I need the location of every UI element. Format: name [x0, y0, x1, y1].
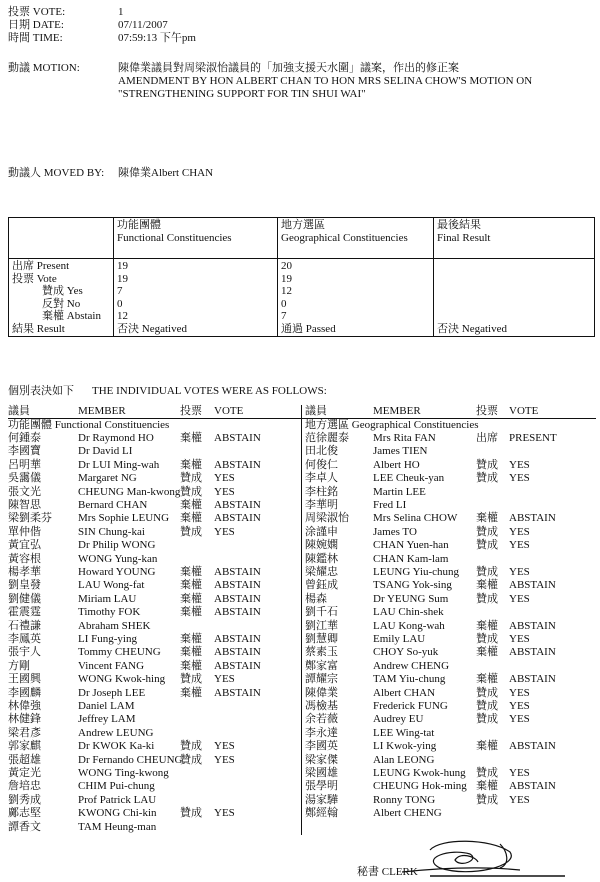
vote-en: ABSTAIN: [214, 458, 261, 471]
member-name-en: TAM Heung-man: [78, 820, 157, 833]
member-name-zh: 楊孝華: [8, 566, 41, 578]
vote-en: PRESENT: [509, 432, 557, 444]
member-name-zh: 石禮謙: [8, 619, 41, 632]
member-name-en: KWONG Chi-kin: [78, 807, 157, 820]
member-name-zh: 涂謹申: [305, 525, 338, 538]
member-name-zh: 譚香文: [8, 820, 41, 833]
fc-header: [114, 218, 278, 259]
member-name-zh: 劉慧卿: [305, 633, 338, 645]
vote-zh: 贊成: [180, 807, 202, 820]
member-name-en: TSANG Yok-sing: [373, 579, 452, 592]
member-name-zh: 何俊仁: [305, 458, 338, 471]
member-name-en: Albert CHENG: [373, 807, 442, 820]
vote-zh: 出席: [476, 432, 498, 444]
member-name-zh: 田北俊: [305, 445, 338, 458]
member-name-zh: 陳婉嫻: [305, 539, 338, 552]
vote-zh: 棄權: [180, 512, 202, 525]
vote-zh: 贊成: [476, 686, 498, 699]
member-name-en: Albert CHAN: [373, 686, 436, 699]
vote-en: YES: [214, 807, 235, 820]
vote-zh: 棄權: [180, 592, 202, 605]
gc-no: 0: [281, 297, 287, 310]
vote-zh: 棄權: [180, 686, 202, 699]
fc-vote: 19: [117, 272, 128, 285]
member-name-en: CHIM Pui-chung: [78, 780, 155, 793]
vote-zh: 贊成: [476, 700, 498, 712]
member-name-zh: 黃定光: [8, 767, 41, 779]
vote-en: ABSTAIN: [509, 512, 556, 525]
vote-number-value: 1: [118, 6, 124, 18]
member-name-en: LAU Kong-wah: [373, 619, 445, 632]
member-name-zh: 曾鈺成: [305, 579, 338, 592]
gc-vote: 19: [281, 272, 292, 285]
member-name-en: Martin LEE: [373, 485, 426, 498]
label-result: 結果 Result: [12, 322, 65, 335]
column-divider: [301, 405, 302, 835]
vote-zh: 棄權: [180, 659, 202, 672]
vote-zh: 贊成: [476, 472, 498, 485]
vote-en: ABSTAIN: [214, 499, 261, 511]
gc-header-en: Geographical Constituencies: [281, 231, 408, 244]
vote-zh: 贊成: [476, 566, 498, 578]
member-name-zh: 黃宜弘: [8, 539, 41, 552]
vote-en: ABSTAIN: [214, 432, 261, 444]
vote-en: ABSTAIN: [509, 646, 556, 659]
moved-by-label: 動議人 MOVED BY:: [8, 167, 105, 179]
gc-header: [278, 218, 434, 259]
member-name-en: Frederick FUNG: [373, 700, 448, 712]
member-name-en: Ronny TONG: [373, 793, 436, 806]
vote-en: YES: [214, 740, 235, 753]
vote-zh: 贊成: [180, 753, 202, 766]
vote-zh: 棄權: [180, 633, 202, 645]
member-name-zh: 范徐麗泰: [305, 432, 349, 444]
gc-abstain: 7: [281, 310, 287, 322]
vote-en: ABSTAIN: [509, 673, 556, 686]
member-name-en: Andrew LEUNG: [78, 726, 154, 739]
final-header: [434, 218, 595, 259]
label-vote: 投票 Vote: [12, 272, 57, 285]
member-name-zh: 李柱銘: [305, 485, 338, 498]
vote-zh: 棄權: [476, 579, 498, 592]
member-name-en: LAU Wong-fat: [78, 579, 145, 592]
gc-col-vote-zh: 投票: [476, 405, 498, 417]
clerk-signature: [400, 838, 570, 882]
member-name-en: WONG Ting-kwong: [78, 767, 169, 779]
motion-title-en-line1: AMENDMENT BY HON ALBERT CHAN TO HON MRS SELINA CHOW'S MOTION ON: [118, 75, 533, 87]
member-name-zh: 周梁淑怡: [305, 512, 349, 525]
member-name-zh: 李國麟: [8, 686, 41, 699]
member-name-en: Albert HO: [373, 458, 420, 471]
summary-header-row: [9, 218, 595, 259]
vote-en: YES: [214, 472, 235, 485]
gc-col-vote-en: VOTE: [509, 405, 539, 417]
vote-en: ABSTAIN: [214, 592, 261, 605]
vote-en: ABSTAIN: [509, 780, 556, 793]
member-name-en: CHAN Kam-lam: [373, 552, 449, 565]
vote-en: YES: [214, 673, 235, 686]
member-name-en: Dr Fernando CHEUNG: [78, 753, 183, 766]
member-name-en: Andrew CHENG: [373, 659, 450, 672]
member-name-zh: 劉皇發: [8, 579, 41, 592]
member-name-zh: 劉秀成: [8, 793, 41, 806]
member-name-en: Dr Raymond HO: [78, 432, 154, 444]
member-name-zh: 李卓人: [305, 472, 338, 485]
member-name-zh: 鄭家富: [305, 659, 338, 672]
motion-label: 動議 MOTION:: [8, 62, 80, 74]
motion-title-zh: 陳偉業議員對周梁淑怡議員的「加強支援天水圍」議案，作出的修正案: [118, 62, 459, 74]
vote-en: ABSTAIN: [214, 633, 261, 645]
member-name-en: Dr Joseph LEE: [78, 686, 146, 699]
member-name-en: WONG Kwok-hing: [78, 673, 166, 686]
vote-en: ABSTAIN: [214, 659, 261, 672]
vote-en: YES: [509, 767, 530, 779]
vote-en: YES: [509, 700, 530, 712]
member-name-en: Mrs Selina CHOW: [373, 512, 458, 525]
vote-en: ABSTAIN: [214, 686, 261, 699]
vote-summary-table: [8, 217, 595, 337]
member-name-en: WONG Yung-kan: [78, 552, 158, 565]
vote-zh: 贊成: [180, 525, 202, 538]
member-name-en: Daniel LAM: [78, 700, 135, 712]
member-name-zh: 蔡素玉: [305, 646, 338, 659]
member-name-en: LEE Wing-tat: [373, 726, 435, 739]
fc-yes: 7: [117, 285, 123, 297]
moved-by-value: 陳偉業Albert CHAN: [118, 167, 214, 179]
member-name-en: Miriam LAU: [78, 592, 137, 605]
vote-zh: 贊成: [476, 592, 498, 605]
member-name-zh: 馮檢基: [305, 700, 338, 712]
member-name-zh: 張文光: [8, 485, 41, 498]
vote-zh: 棄權: [180, 606, 202, 619]
vote-zh: 贊成: [476, 793, 498, 806]
vote-zh: 棄權: [476, 740, 498, 753]
member-name-zh: 王國興: [8, 673, 41, 686]
member-name-en: Dr KWOK Ka-ki: [78, 740, 155, 753]
summary-row-labels: [9, 259, 114, 337]
vote-en: YES: [509, 472, 530, 485]
date-value: 07/11/2007: [118, 19, 168, 31]
member-name-zh: 李國英: [305, 740, 338, 753]
member-name-zh: 黃容根: [8, 552, 41, 565]
vote-en: YES: [509, 566, 530, 578]
vote-zh: 棄權: [476, 619, 498, 632]
vote-en: YES: [509, 686, 530, 699]
label-no: 反對 No: [42, 297, 81, 310]
vote-en: YES: [214, 753, 235, 766]
label-present: 出席 Present: [12, 260, 70, 272]
fc-section-heading: 功能團體 Functional Constituencies: [8, 419, 170, 431]
individual-title-zh: 個別表決如下: [8, 385, 74, 397]
member-name-en: Mrs Sophie LEUNG: [78, 512, 170, 525]
member-name-en: Dr YEUNG Sum: [373, 592, 449, 605]
vote-zh: 贊成: [476, 539, 498, 552]
vote-zh: 贊成: [180, 472, 202, 485]
vote-zh: 棄權: [180, 646, 202, 659]
final-header-en: Final Result: [437, 231, 491, 244]
gc-values: [278, 259, 434, 337]
clerk-label: 秘書 CLERK: [357, 866, 418, 878]
gc-section-heading: 地方選區 Geographical Constituencies: [305, 419, 479, 431]
member-name-zh: 李國寶: [8, 445, 41, 458]
gc-col-member-zh: 議員: [305, 405, 327, 417]
vote-zh: 棄權: [180, 566, 202, 578]
vote-en: ABSTAIN: [509, 579, 556, 592]
vote-en: YES: [214, 485, 235, 498]
vote-en: ABSTAIN: [509, 740, 556, 753]
member-name-zh: 郭家麒: [8, 740, 41, 753]
vote-zh: 贊成: [180, 673, 202, 686]
member-name-zh: 陳智思: [8, 499, 41, 511]
member-name-en: Dr LUI Ming-wah: [78, 458, 160, 471]
member-name-zh: 李鳳英: [8, 633, 41, 645]
member-name-zh: 單仲偕: [8, 525, 41, 538]
fc-values: [114, 259, 278, 337]
vote-zh: 棄權: [476, 512, 498, 525]
member-name-zh: 陳偉業: [305, 686, 338, 699]
vote-en: ABSTAIN: [214, 579, 261, 592]
member-name-en: Mrs Rita FAN: [373, 432, 436, 444]
vote-zh: 棄權: [180, 499, 202, 511]
member-name-zh: 譚耀宗: [305, 673, 338, 686]
member-name-zh: 余若薇: [305, 713, 338, 726]
member-name-en: Dr Philip WONG: [78, 539, 156, 552]
summary-corner-cell: [9, 218, 114, 259]
member-name-en: Vincent FANG: [78, 659, 145, 672]
vote-en: YES: [509, 793, 530, 806]
member-name-en: LEE Cheuk-yan: [373, 472, 445, 485]
vote-zh: 棄權: [476, 646, 498, 659]
member-name-zh: 張宇人: [8, 646, 41, 659]
member-name-zh: 梁劉柔芬: [8, 512, 52, 525]
member-name-en: James TIEN: [373, 445, 428, 458]
fc-present: 19: [117, 260, 128, 272]
fc-abstain: 12: [117, 310, 128, 322]
individual-title-en: THE INDIVIDUAL VOTES WERE AS FOLLOWS:: [92, 385, 327, 397]
member-name-en: CHEUNG Hok-ming: [373, 780, 467, 793]
member-name-en: Fred LI: [373, 499, 407, 511]
vote-en: ABSTAIN: [214, 566, 261, 578]
date-label: 日期 DATE:: [8, 19, 64, 31]
member-name-zh: 霍震霆: [8, 606, 41, 619]
member-name-zh: 李華明: [305, 499, 338, 511]
vote-zh: 贊成: [476, 633, 498, 645]
member-name-zh: 張超雄: [8, 753, 41, 766]
fc-col-vote-en: VOTE: [214, 405, 244, 417]
member-name-en: LAU Chin-shek: [373, 606, 444, 619]
member-name-zh: 鄭經翰: [305, 807, 338, 820]
member-name-en: Bernard CHAN: [78, 499, 148, 511]
member-name-zh: 林健鋒: [8, 713, 41, 726]
member-name-zh: 劉江華: [305, 619, 338, 632]
label-yes: 贊成 Yes: [42, 285, 83, 297]
vote-zh: 棄權: [180, 579, 202, 592]
gc-col-member-en: MEMBER: [373, 405, 421, 417]
member-name-zh: 李永達: [305, 726, 338, 739]
member-name-zh: 詹培忠: [8, 780, 41, 793]
fc-no: 0: [117, 297, 123, 310]
vote-en: ABSTAIN: [214, 606, 261, 619]
member-name-zh: 湯家驊: [305, 793, 338, 806]
vote-zh: 贊成: [180, 485, 202, 498]
member-name-en: TAM Yiu-chung: [373, 673, 446, 686]
final-result-cell: [434, 259, 595, 337]
vote-zh: 棄權: [180, 458, 202, 471]
vote-en: YES: [214, 525, 235, 538]
member-name-en: CHOY So-yuk: [373, 646, 439, 659]
motion-title-en-line2: "STRENGTHENING SUPPORT FOR TIN SHUI WAI": [118, 88, 366, 100]
member-name-zh: 楊森: [305, 592, 327, 605]
member-name-en: Prof Patrick LAU: [78, 793, 157, 806]
member-name-en: Emily LAU: [373, 633, 426, 645]
member-name-en: Howard YOUNG: [78, 566, 156, 578]
member-name-zh: 呂明華: [8, 458, 41, 471]
member-name-zh: 劉千石: [305, 606, 338, 619]
label-abstain: 棄權 Abstain: [42, 310, 101, 322]
member-name-zh: 劉健儀: [8, 592, 41, 605]
vote-en: ABSTAIN: [214, 512, 261, 525]
vote-en: YES: [509, 633, 530, 645]
member-name-en: Margaret NG: [78, 472, 137, 485]
time-label: 時間 TIME:: [8, 32, 63, 44]
member-name-en: Alan LEONG: [373, 753, 435, 766]
summary-body-row: [9, 259, 595, 337]
vote-zh: 贊成: [476, 713, 498, 726]
member-name-zh: 吳靄儀: [8, 472, 41, 485]
fc-header-zh: 功能團體: [117, 219, 161, 231]
vote-en: YES: [509, 539, 530, 552]
member-name-zh: 鄺志堅: [8, 807, 41, 820]
fc-result: 否決 Negatived: [117, 322, 187, 335]
fc-col-member-en: MEMBER: [78, 405, 126, 417]
member-name-en: Audrey EU: [373, 713, 424, 726]
vote-zh: 贊成: [476, 767, 498, 779]
member-name-en: Abraham SHEK: [78, 619, 151, 632]
member-name-zh: 張學明: [305, 780, 338, 793]
final-result: 否決 Negatived: [437, 322, 507, 335]
vote-en: ABSTAIN: [214, 646, 261, 659]
gc-present: 20: [281, 260, 292, 272]
vote-zh: 贊成: [476, 458, 498, 471]
vote-zh: 贊成: [180, 740, 202, 753]
member-name-en: Timothy FOK: [78, 606, 141, 619]
gc-result: 通過 Passed: [281, 322, 336, 335]
vote-number-label: 投票 VOTE:: [8, 6, 66, 18]
gc-yes: 12: [281, 285, 292, 297]
member-name-zh: 方剛: [8, 659, 30, 672]
member-name-en: Tommy CHEUNG: [78, 646, 161, 659]
member-name-zh: 陳鑑林: [305, 552, 338, 565]
member-name-en: Jeffrey LAM: [78, 713, 136, 726]
member-name-zh: 梁家傑: [305, 753, 338, 766]
member-name-en: CHEUNG Man-kwong: [78, 485, 181, 498]
vote-en: YES: [509, 713, 530, 726]
fc-header-en: Functional Constituencies: [117, 231, 232, 244]
vote-en: YES: [509, 458, 530, 471]
vote-zh: 贊成: [476, 525, 498, 538]
vote-en: ABSTAIN: [509, 619, 556, 632]
member-name-en: LEUNG Kwok-hung: [373, 767, 466, 779]
member-name-zh: 梁君彥: [8, 726, 41, 739]
final-header-zh: 最後結果: [437, 219, 481, 231]
member-name-en: LI Fung-ying: [78, 633, 137, 645]
member-name-en: James TO: [373, 525, 417, 538]
member-name-en: LI Kwok-ying: [373, 740, 437, 753]
member-name-en: SIN Chung-kai: [78, 525, 145, 538]
member-name-en: CHAN Yuen-han: [373, 539, 449, 552]
vote-zh: 棄權: [476, 780, 498, 793]
member-name-zh: 梁國雄: [305, 767, 338, 779]
member-name-zh: 梁耀忠: [305, 566, 338, 578]
vote-zh: 棄權: [476, 673, 498, 686]
vote-en: YES: [509, 525, 530, 538]
member-name-zh: 林偉強: [8, 700, 41, 712]
fc-col-member-zh: 議員: [8, 405, 30, 417]
member-name-en: LEUNG Yiu-chung: [373, 566, 460, 578]
member-name-zh: 何鍾泰: [8, 432, 41, 444]
time-value: 07:59:13 下午pm: [118, 32, 196, 44]
gc-header-zh: 地方選區: [281, 219, 325, 231]
vote-en: YES: [509, 592, 530, 605]
fc-col-vote-zh: 投票: [180, 405, 202, 417]
member-name-en: Dr David LI: [78, 445, 133, 458]
vote-zh: 棄權: [180, 432, 202, 444]
